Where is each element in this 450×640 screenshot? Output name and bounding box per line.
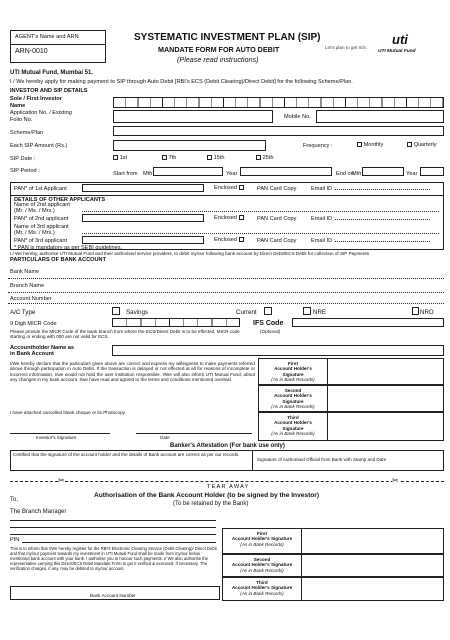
signature-second-label-box	[258, 385, 328, 412]
attestation-title: Banker's Attestation (For bank use only)	[170, 443, 285, 449]
nre-label: NRE	[313, 309, 327, 316]
bsig-third-2: Account Holder's Signature	[231, 585, 293, 591]
start-month-input[interactable]	[153, 167, 223, 176]
bsig-first-1: First	[257, 531, 267, 536]
pan-first-email[interactable]: Email ID :	[311, 186, 439, 192]
pan-first-label: PAN* of 1st Applicant	[14, 186, 67, 192]
savings-checkbox[interactable]	[112, 307, 120, 315]
sip-date-1[interactable]: 1st	[113, 155, 127, 161]
holder-name-input[interactable]	[112, 345, 444, 356]
pin-label: PIN	[10, 537, 20, 543]
tear-line	[10, 481, 444, 482]
savings-label: Savings	[126, 309, 149, 316]
arn-code: ARN-0010	[15, 48, 48, 55]
monthly-option[interactable]: Monthly	[357, 142, 383, 148]
sig-first-3: Signature	[282, 371, 304, 377]
sig-second-1: Second	[284, 388, 302, 393]
investor-section-title: INVESTOR AND SIP DETAILS	[10, 88, 88, 94]
agent-box	[10, 30, 106, 63]
sig-third-3: Signature	[282, 425, 304, 431]
pan-first-input[interactable]	[82, 184, 204, 192]
investor-name-boxes[interactable]	[113, 97, 444, 108]
micr-label: 9 Digit MICR Code	[10, 321, 57, 327]
bottom-sig-first-label	[222, 528, 302, 554]
to-label: To,	[10, 497, 19, 503]
fund-address: UTI Mutual Fund, Mumbai 51.	[10, 70, 93, 76]
brand-name: UTI Mutual Fund	[378, 49, 416, 54]
scissors-icon: ✂	[58, 476, 65, 485]
bsig-third-3: (As in Bank Records)	[240, 590, 284, 596]
investor-signature-line	[10, 433, 110, 434]
sig-second-4: (As in Bank Records)	[271, 404, 315, 410]
name2-label-2: (Mr. / Ms. / Mrs.)	[14, 208, 55, 214]
branch-name-label: Branch Name	[10, 283, 45, 289]
holder-label-2: in Bank Account	[10, 351, 54, 357]
sig-first-4: (As in Bank Records)	[271, 377, 315, 383]
bank-name-label: Bank Name	[10, 269, 40, 275]
name2-input[interactable]	[82, 211, 439, 212]
sig-third-1: Third	[287, 415, 299, 420]
tagline: Let's plan to get rich.	[325, 45, 368, 50]
sip-date-7[interactable]: 7th	[162, 155, 176, 161]
form-subtitle: MANDATE FORM FOR AUTO DEBIT	[158, 45, 280, 54]
pan3-enclosed[interactable]: Enclosed	[214, 237, 244, 243]
sip-period-label: SIP Period :	[10, 168, 40, 174]
end-on-label: End on	[336, 171, 354, 177]
account-number-input[interactable]	[8, 303, 444, 304]
bottom-account-label: Bank Account Number	[90, 593, 136, 598]
intro-text: I / We hereby apply for making payment to SIP through Auto Debit [RBI's ECS (Debit Clearing)/Direct Debit] for the following Scheme/Plan.	[10, 79, 353, 85]
app-label-2: Folio No.	[10, 117, 33, 123]
address-line-1	[10, 520, 216, 521]
name3-label-1: Name of 3rd applicant	[14, 224, 69, 230]
agent-label: AGENT's Name and ARN	[15, 34, 79, 40]
retained-note: (To be retained by the Bank)	[173, 501, 249, 507]
frequency-label: Frequency :	[303, 143, 333, 149]
bottom-sig-second-label	[222, 554, 302, 577]
micr-input[interactable]	[112, 318, 240, 327]
declaration-text: I/We hereby declare that the particulars given above are correct and express my willingness to make payments referred above through participation in Auto Debit. If the transaction is delayed or not effected at all for reasons of incomplete or incorrect information, I/we would not hold the user institution responsible. I/We will also inform UTI Mutual Fund, about any changes in my bank account. I/we have read and agreed to the terms and conditions mentioned overleaf.	[10, 361, 255, 383]
account-number-label: Account Number	[10, 296, 52, 302]
pan3-label: PAN* of 3rd applicant	[14, 238, 68, 244]
ifs-optional: (Optional)	[260, 329, 281, 334]
page-title: SYSTEMATIC INVESTMENT PLAN (SIP)	[134, 32, 321, 43]
ac-type-label: A/C Type	[10, 309, 36, 316]
other-applicants-title: DETAILS OF OTHER APPLICANTS	[10, 195, 444, 204]
app-label-1: Application No. / Existing	[10, 110, 72, 116]
address-line-3	[10, 534, 216, 535]
bsig-second-3: (As in Bank Records)	[240, 567, 284, 573]
sig-third-4: (As in Bank Records)	[271, 431, 315, 437]
official-text: Signature of Authorised Official from Bank with Stamp and Date	[257, 457, 387, 462]
date-label: Date	[160, 435, 170, 440]
pan3-input[interactable]	[82, 236, 204, 244]
bsig-second-1: Second	[253, 557, 271, 562]
scheme-input[interactable]	[113, 126, 444, 136]
amount-label: Each SIP Amount (Rs.)	[10, 143, 68, 149]
scheme-label: Scheme/Plan	[10, 130, 44, 136]
signature-third-label-box	[258, 412, 328, 441]
signature-first-label-box	[258, 358, 328, 385]
ifs-input[interactable]	[292, 318, 444, 327]
pan-first-copy: PAN Card Copy	[257, 186, 297, 192]
certified-text: Certified that the signature of the account holder and the details of Bank account are correct as per our records.	[13, 452, 240, 457]
quarterly-option[interactable]: Quarterly	[407, 142, 437, 148]
uti-logo-icon	[386, 32, 432, 48]
current-label: Current	[236, 309, 257, 316]
start-year-label: Year	[226, 171, 238, 177]
name-label-1: Sole / First Investor	[10, 96, 62, 102]
holder-label-1: Accountholder Name as	[10, 345, 75, 351]
current-checkbox[interactable]	[264, 307, 272, 315]
pan2-copy: PAN Card Copy	[257, 216, 297, 222]
date-line	[136, 433, 252, 434]
pan2-input[interactable]	[82, 214, 204, 222]
start-year-input[interactable]	[240, 167, 332, 176]
mobile-label: Mobile No.	[284, 114, 311, 120]
folio-input[interactable]	[113, 110, 273, 123]
pan2-email[interactable]: Email ID :	[311, 216, 430, 222]
cheque-text: I have attached cancelled blank cheque or its Photocopy.	[10, 410, 126, 415]
pan3-email[interactable]: Email ID :	[311, 238, 430, 244]
authorisation-title: Authorisation of the Bank Account Holder (to be signed by the Investor)	[94, 492, 320, 499]
end-year-input[interactable]	[420, 167, 444, 176]
bsig-third-1: Third	[256, 580, 268, 585]
pan-mandatory-note: * PAN is mandatory as per SEBI guidelines.	[14, 245, 123, 251]
address-line-2	[10, 527, 216, 528]
sip-date-15[interactable]: 15th	[207, 155, 224, 161]
start-month-label: Mth	[143, 171, 153, 177]
end-month-label: Mth	[352, 171, 362, 177]
branch-name-input[interactable]	[8, 292, 444, 293]
mobile-input[interactable]	[316, 110, 444, 123]
pan3-copy: PAN Card Copy	[257, 238, 297, 244]
svg-text:uti: uti	[392, 32, 408, 47]
bottom-sig-third-label	[222, 577, 302, 601]
sig-first-2: Account Holder's	[274, 366, 312, 372]
pan2-enclosed[interactable]: Enclosed	[214, 215, 244, 221]
ifs-label: IFS Code	[253, 320, 284, 327]
pin-line	[22, 542, 216, 543]
sip-date-label: SIP Date :	[10, 156, 36, 162]
authorise-text: I / We hereby, authorise UTI Mutual Fund and their authorised service providers, to debit my/our following bank account by Direct Debit/ECS Debit for collection of SIP Payments	[10, 251, 369, 256]
sig-third-2: Account Holder's	[274, 420, 312, 426]
instructions-note: (Please read instructions)	[177, 55, 259, 64]
end-year-label: Year	[406, 171, 418, 177]
nre-checkbox[interactable]	[303, 307, 311, 315]
investor-signature-label: Investor's Signature	[36, 435, 77, 440]
tear-away-label: TEAR AWAY	[207, 484, 250, 490]
bank-name-input[interactable]	[8, 278, 444, 279]
nro-checkbox[interactable]	[412, 307, 419, 315]
bsig-second-2: Account Holder's Signature	[231, 562, 293, 568]
name2-label-1: Name of 2nd applicant	[14, 202, 70, 208]
branch-manager-label: The Branch Manager	[10, 509, 67, 515]
bsig-first-2: Account Holder's Signature	[231, 536, 293, 542]
scissors-icon-right: ✂	[392, 476, 399, 485]
bsig-first-3: (As in Bank Records)	[240, 541, 284, 547]
amount-input[interactable]	[113, 140, 266, 151]
name3-input[interactable]	[82, 233, 439, 234]
authorisation-text: This is to inform that I/We hereby register for the RBI's Electronic Clearing Service (Debit Clearing)/ Direct Debit and that my/our payment towards my investment in UTI Mutual Fund shall be made from my/our below mentioned bank account with your bank. I authorise you to honour such payments. I/ We also authorise the representative carrying this Direct/ECS Debit Mandate Form to get it verified & executed. If necessary. The verification charges, if any, may be debited to my/our account.	[10, 546, 217, 571]
pan-first-enclosed[interactable]: Enclosed	[214, 185, 244, 191]
sig-second-3: Signature	[282, 398, 304, 404]
sig-second-2: Account Holder's	[274, 393, 312, 399]
bank-section-title: PARTICULARS OF BANK ACCOUNT	[10, 257, 107, 263]
end-month-input[interactable]	[362, 167, 404, 176]
sip-date-25[interactable]: 25th	[256, 155, 273, 161]
micr-note: Please provide the MICR Code of the bank branch from where the ECS/Direct Debit is to be effected. MICR code starting or ending with 000 are not valid for ECS.	[10, 329, 240, 340]
name3-label-2: (Mr. / Ms. / Mrs.)	[14, 230, 55, 236]
nro-label: NRO	[420, 309, 434, 316]
sig-first-1: First	[288, 361, 298, 366]
start-from-label: Start from	[113, 171, 138, 177]
name-label-2: Name	[10, 103, 26, 109]
pan2-label: PAN* of 2nd applicant	[14, 216, 69, 222]
